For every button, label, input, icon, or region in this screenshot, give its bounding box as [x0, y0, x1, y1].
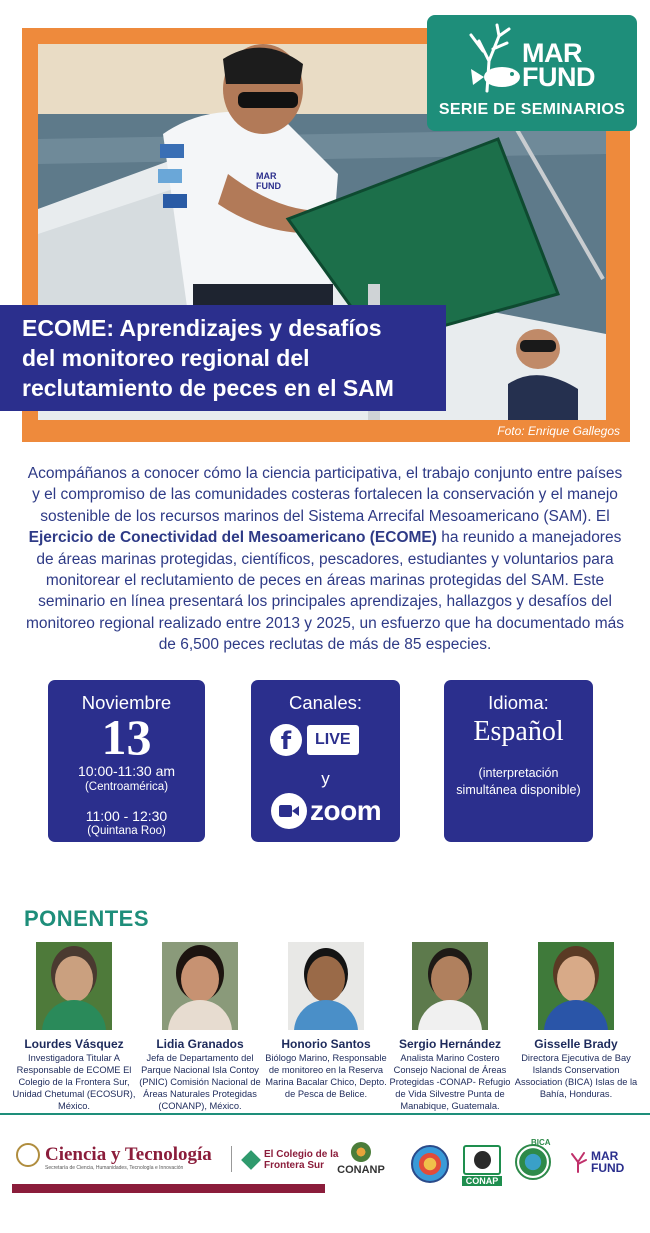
ciencia-tecnologia-text: Ciencia y Tecnología — [45, 1144, 212, 1165]
mexico-seal-icon — [16, 1143, 40, 1167]
ecosur-text — [264, 1149, 338, 1171]
logo-divider — [231, 1146, 232, 1172]
speaker-name: Lidia Granados — [156, 1037, 244, 1051]
speaker-name: Gisselle Brady — [534, 1037, 618, 1051]
time-quintana-roo: 11:00 - 12:30 — [85, 808, 168, 824]
seminar-title — [22, 313, 446, 403]
seminar-title-line2: del monitoreo regional del — [22, 345, 310, 371]
speaker-card — [264, 942, 388, 1100]
bica-mark-icon — [515, 1144, 551, 1180]
description-bold: Ejercicio de Conectividad del Mesoamericano (ECOME) — [28, 529, 437, 547]
seminar-title-line3: reclutamiento de peces en el SAM — [22, 375, 394, 401]
conanp-mark-icon — [351, 1142, 371, 1162]
speaker-role: Investigadora Titular A Responsable de ECOME El Colegio de la Frontera Sur, Unidad Chetumal (ECOSUR), México. — [12, 1053, 136, 1111]
marfund-brand-box — [427, 15, 637, 131]
language-box — [444, 680, 593, 842]
footer-divider — [0, 1113, 650, 1115]
partner-seal-logo — [411, 1145, 449, 1183]
speaker-photo — [162, 942, 238, 1030]
event-description — [24, 463, 626, 656]
conanp-logo — [336, 1142, 386, 1176]
ciencia-subtitle: Secretaría de Ciencia, Humanidades, Tecnología e Innovación — [45, 1165, 184, 1171]
date-month: Noviembre — [81, 692, 172, 713]
marfund-logo-text — [522, 38, 595, 92]
date-day: 13 — [101, 709, 152, 765]
footer-accent-bar — [12, 1184, 325, 1193]
marfund-footer-logo — [568, 1150, 624, 1174]
channels-title: Canales: — [288, 692, 362, 713]
conap-mark-icon — [463, 1145, 501, 1175]
marfund-footer-mar: MAR — [591, 1149, 619, 1163]
zone-quintana-roo: (Quintana Roo) — [87, 825, 166, 837]
ecosur-mark-icon — [241, 1150, 261, 1170]
speaker-photo — [412, 942, 488, 1030]
live-label: LIVE — [307, 725, 359, 755]
zoom-camera-icon — [271, 793, 307, 829]
speaker-photo — [538, 942, 614, 1030]
marfund-footer-text — [591, 1150, 624, 1174]
partner-seal-icon — [411, 1145, 449, 1183]
zone-centroamerica: (Centroamérica) — [84, 781, 169, 793]
speaker-card — [138, 942, 262, 1112]
speaker-photo — [288, 942, 364, 1030]
speaker-card — [388, 942, 512, 1112]
conap-logo — [462, 1145, 502, 1186]
bica-text: BICA — [531, 1138, 551, 1147]
description-part2: ha reunido a manejadores de áreas marinas protegidas, científicos, pescadores, estudiantes y voluntarios para monitorear el reclutamiento de peces en áreas marinas protegidas del SAM. Este seminario en línea presentará los principales aprendizajes, hallazgos y desafíos del monitoreo regional realizado entre 2013 y 2025, un esfuerzo que ha documentado más de 6,500 peces reclutas de más de 85 especies. — [25, 529, 624, 654]
channels-box — [251, 680, 400, 842]
speaker-photo — [36, 942, 112, 1030]
marfund-coral-icon — [568, 1150, 588, 1174]
marfund-footer-fund: FUND — [591, 1161, 625, 1175]
facebook-icon: f — [270, 724, 302, 756]
photo-credit: Foto: Enrique Gallegos — [497, 424, 620, 438]
speaker-name: Sergio Hernández — [398, 1037, 502, 1051]
speaker-role: Analista Marino Costero Consejo Nacional de Áreas Protegidas -CONAP- Refugio de Vida Silvestre Punta de Manabique, Guatemala. — [389, 1053, 511, 1111]
conap-text: CONAP — [462, 1176, 502, 1186]
ecosur-logo — [244, 1149, 338, 1171]
language-title: Idioma: — [488, 692, 549, 713]
shirt-logo-mar: MAR — [256, 171, 277, 181]
bica-logo — [515, 1138, 551, 1180]
zoom-badge[interactable] — [271, 793, 381, 829]
speaker-name: Lourdes Vásquez — [24, 1037, 124, 1051]
channels-and: y — [321, 769, 330, 788]
time-centroamerica: 10:00-11:30 am — [77, 763, 176, 779]
seminar-title-line1: ECOME: Aprendizajes y desafíos — [22, 315, 382, 341]
language-value: Español — [473, 716, 564, 747]
marfund-logo-fund: FUND — [522, 62, 595, 92]
speaker-name: Honorio Santos — [281, 1037, 371, 1051]
conanp-text: CONANP — [337, 1164, 385, 1176]
description-part1: Acompáñanos a conocer cómo la ciencia participativa, el trabajo conjunto entre países y el compromiso de las comunidades costeras fortalecen la conservación y el manejo sostenible de los recursos marinos del Sistema Arrecifal Mesoamericano (SAM). El — [27, 465, 623, 525]
speaker-card — [12, 942, 136, 1112]
speaker-role: Jefa de Departamento del Parque Nacional Isla Contoy (PNIC) Comisión Nacional de Áreas Naturales Protegidas (CONANP), México. — [139, 1053, 261, 1111]
shirt-logo-fund: FUND — [256, 181, 281, 191]
ecosur-line2: Frontera Sur — [264, 1160, 325, 1171]
speakers-title: PONENTES — [24, 906, 150, 931]
series-label: SERIE DE SEMINARIOS — [438, 101, 626, 118]
interpretation-note: (interpretación simultánea disponible) — [456, 766, 581, 797]
title-band — [0, 305, 446, 411]
ciencia-tecnologia-logo — [16, 1143, 212, 1171]
ecosur-line1: El Colegio de la — [264, 1149, 339, 1160]
zoom-label: zoom — [310, 795, 382, 826]
speaker-card — [514, 942, 638, 1100]
date-box — [48, 680, 205, 842]
speaker-role: Directora Ejecutiva de Bay Islands Conservation Association (BICA) Islas de la Bahía, Honduras. — [514, 1053, 638, 1099]
facebook-live-badge[interactable] — [270, 724, 359, 756]
speaker-role: Biólogo Marino, Responsable de monitoreo en la Reserva Marina Bacalar Chico, Depto. de Pesca de Belice. — [265, 1053, 387, 1099]
marfund-logo-mar: MAR — [522, 38, 582, 68]
